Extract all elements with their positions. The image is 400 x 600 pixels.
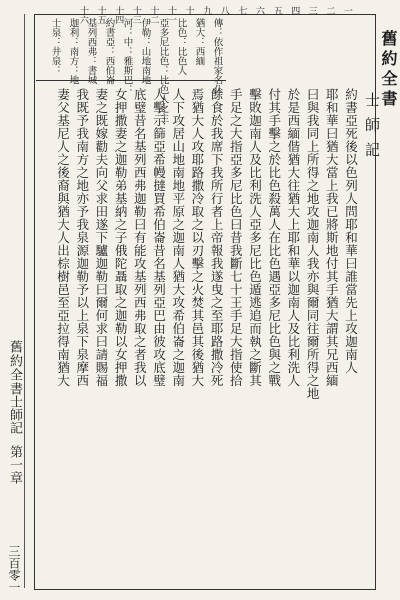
text-column: 焉猶大人攻耶路撒冷取之以刃擊之火焚其邑其後猶大: [189, 88, 205, 387]
note-entry: 士泉：井泉：: [49, 18, 61, 75]
note-entry: 基列西弗：書城: [85, 18, 97, 85]
verse-number: 四: [289, 6, 300, 15]
margin-chapter-label: 士師記: [7, 395, 22, 434]
verse-number: 十: [183, 6, 194, 15]
verse-number: 五: [271, 6, 282, 15]
verse-number: 十五: [95, 6, 106, 24]
verse-number: 十三: [130, 6, 141, 24]
text-column: 底璧昔名基列西弗迦勒曰有能攻基列西弗取之者我以: [132, 88, 148, 387]
notes-block: [36, 14, 226, 123]
margin-page-number: 三百零一: [7, 545, 21, 593]
text-column: 人下攻居山地南地平原之迦南人猶大攻希伯崙之迦南: [170, 88, 186, 387]
text-column: 手足之大指亞多尼比色曰昔我斷七十王手足大指使拾: [228, 88, 244, 387]
text-column: 妻父基尼人之後裔與猶大人出棕樹邑至亞拉得南猶大: [55, 88, 71, 387]
text-column: 曰與我同上所得之地攻迦南人我亦與爾同往爾所得之地: [305, 88, 321, 400]
running-title: 舊約全書: [379, 30, 398, 110]
verse-number: 一: [342, 6, 352, 15]
verse-number: 十一: [166, 6, 176, 24]
text-column: 耶和華曰猶大當上我已將斯地付其手猶大謂其兄西緬: [324, 88, 340, 387]
margin-book-title: 舊約全書: [7, 340, 22, 396]
verse-number: 十六: [78, 6, 88, 24]
verse-number: 六: [254, 6, 264, 15]
text-column: 我既予我南方之地亦予我泉源迦勒予以上泉下泉摩西: [74, 88, 90, 387]
margin-divider: [24, 14, 25, 588]
text-column: 妻之既嫁勸夫向父求田遂下驢迦勒曰爾何求曰請賜福: [93, 88, 109, 387]
chapter-heading: 士師記: [363, 92, 381, 167]
verse-number: 七: [236, 6, 247, 15]
verse-number: 二: [324, 6, 335, 15]
verse-number: 三: [306, 6, 317, 15]
text-column: 人擊示篩亞希幔撻買希伯崙昔名基列亞巴由彼攻底璧: [151, 88, 167, 387]
note-entry: 約書亞：西伯崙: [103, 18, 115, 85]
note-entry: 迦利：南方：地: [67, 18, 79, 85]
verse-number: 八: [218, 6, 229, 15]
text-column: 約書亞死後以色列人問耶和華曰誰當先上攻迦南人: [343, 88, 359, 374]
verse-number: 十四: [113, 6, 124, 24]
text-column: 付其手擊之於比色殺萬人在比色遇亞多尼比色與之戰: [266, 88, 282, 387]
note-entry: 比色：比色人: [175, 18, 187, 75]
note-entry: 河：中：雅斯巴：: [121, 18, 133, 94]
note-entry: 伊勒：山地南地: [139, 18, 151, 85]
note-entry: 亞多尼比色：比色人之主: [157, 18, 169, 123]
note-entry: 猶大：西緬: [193, 18, 205, 66]
verse-number: 十二: [148, 6, 159, 24]
note-entry: 傳：依作祖家名仆: [211, 18, 223, 94]
text-column: 女押撒妻之迦勒弟基納之子俄陀聶取之迦勒以女押撒: [113, 88, 129, 387]
text-column: 擊敗迦南人及比利洗人亞多尼比色遁逃追而執之斷其: [247, 88, 263, 387]
margin-chapter-number: 第一章: [7, 445, 22, 484]
verse-number: 九: [201, 6, 212, 15]
text-column: 於是西緬偕猶大往猶大上耶和華以迦南人及比利洗人: [285, 88, 301, 387]
text-column: 餘食於我席下我所行者上帝報我遂曳之至耶路撒冷死: [209, 88, 225, 387]
